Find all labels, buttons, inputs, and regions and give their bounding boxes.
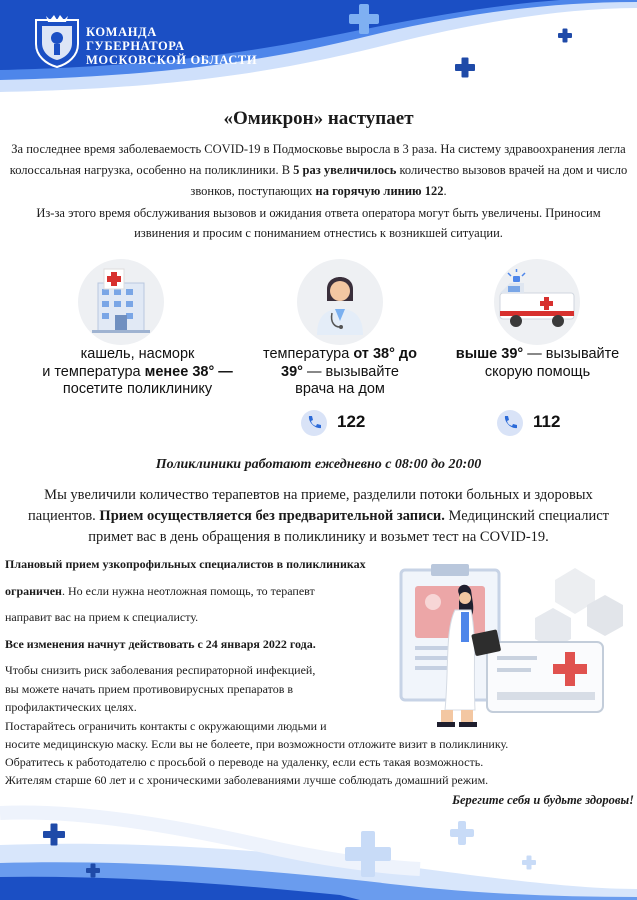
ambulance-icon-circle [494,259,580,345]
specialists-text-2: направит вас на прием к специалисту. [5,610,199,624]
text-span: За последнее время заболеваемость COVID-19 в Подмосковье выросла в 3 раза. На систему здравоохранения легла колоссальная нагрузка, особенно на поликлиники. В [9,142,626,177]
page-title: «Омикрон» наступает [223,108,414,129]
advice-line: Обратитесь к работодателю с просьбой о переводе на удаленку, если есть такая возможность. [5,755,484,769]
specialists-heading: Плановый прием узкопрофильных специалистов в поликлиниках [5,557,366,571]
bold-span: ограничен [5,584,62,598]
text-span: температура [263,346,354,362]
emergency-number[interactable]: 112 [533,412,561,431]
bold-span: менее 38° — [144,363,233,380]
card-line: врача на дом [295,381,385,397]
card-ambulance-text [440,346,635,381]
org-name-line: МОСКОВСКОЙ ОБЛАСТИ [86,53,258,67]
advice-line: Жителям старше 60 лет и с хроническими заболеваниями лучше соблюдать домашний режим. [5,773,489,787]
bold-span: на горячую линию 122 [315,184,444,198]
card-line: посетите поликлинику [62,381,213,397]
text-span: и температура [42,363,145,380]
phone-icon [301,410,327,436]
advice-line: носите медицинскую маску. Если вы не болеете, при возможности отложите визит в поликлинику. [5,737,509,751]
card-line [440,346,635,364]
intro-paragraph [4,139,633,202]
plus-decor-icon [345,821,536,877]
advice-line: Постарайтесь ограничить контакты с окружающими людьми и [5,719,327,733]
bold-span: от 38° до [353,346,417,362]
card-line [240,346,440,364]
therapists-paragraph [10,485,627,548]
text-span: количество вызовов врачей на дом и число звонков, поступающих [190,163,628,198]
org-name-line: ГУБЕРНАТОРА [86,39,185,53]
advice-line: Чтобы снизить риск заболевания респираторной инфекцией, [5,663,316,677]
bold-span: 5 раз увеличилось [293,163,397,177]
closing-wish: Берегите себя и будьте здоровы! [452,793,634,807]
org-name [86,25,257,67]
doctor-icon-circle [297,259,383,345]
clinic-hours: Поликлиники работают ежедневно с 08:00 до 20:00 [155,457,482,472]
hospital-icon-circle [78,259,164,345]
hospital-icon [78,259,164,345]
bold-span: Прием осуществляется без предварительной записи. [99,508,445,524]
text-span: Мы увеличили количество терапевтов на приеме, разделили потоки больных и здоровых пациентов. [28,487,593,524]
doctor-with-medical-card-icon [395,560,625,735]
card-clinic-text [30,346,245,399]
card-line [240,364,440,382]
moscow-oblast-crest-icon [32,14,82,68]
plus-decor-icon [455,29,572,78]
text-span: — вызывайте [523,346,620,362]
text-span: Медицинский специалист примет вас в день обращения в поликлинику и возьмет тест на COVID-19. [88,508,609,545]
changes-date: Все изменения начнут действовать с 24 января 2022 года. [5,637,316,651]
card-line: скорую помощь [484,363,591,380]
advice-line: вы можете начать прием противовирусных препаратов в [5,682,294,696]
card-line [30,364,245,382]
advice-line: профилактических целях. [5,700,137,714]
footer-banner [0,805,637,900]
text-span: — вызывайте [302,363,399,380]
card-doctor-text [240,346,440,399]
hotline-number[interactable]: 122 [337,412,366,431]
text-span: . Но если нужна неотложная помощь, то терапевт [61,584,315,598]
apology-paragraph: Из-за этого время обслуживания вызовов и ожидания ответа оператора могут быть увеличены. Приносим извинения и просим с пониманием отнестись к возникшей ситуации. [36,206,601,240]
specialists-text [5,584,315,599]
card-line: кашель, насморк [80,346,195,362]
bold-span: выше 39° [455,346,524,362]
doctor-icon [297,259,383,345]
org-name-line: КОМАНДА [86,25,157,39]
bold-span: 39° [281,363,303,380]
phone-icon [497,410,523,436]
text-span: . [443,184,447,198]
ambulance-icon [494,259,580,345]
